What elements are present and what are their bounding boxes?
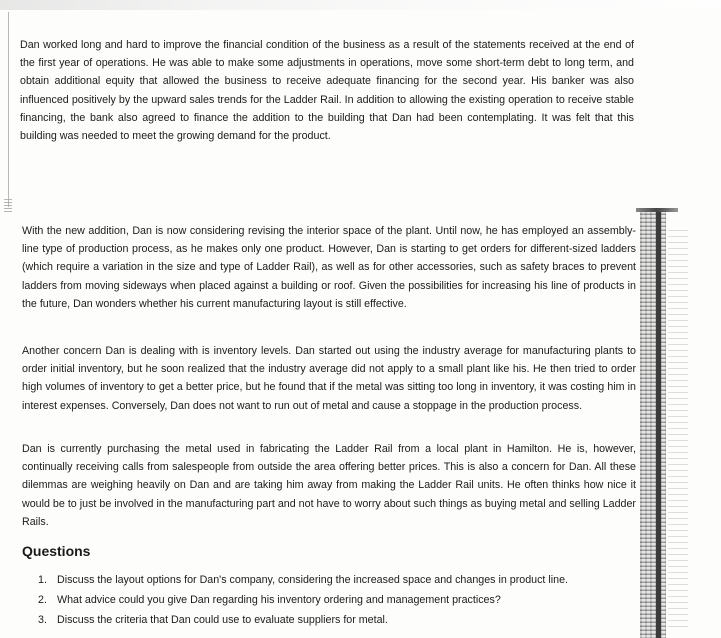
left-margin-rule: [8, 12, 9, 207]
paragraph-inventory-levels: Another concern Dan is dealing with is inventory levels. Dan started out using the industry average for manufacturing plants to order initial inventory, but he soon realized that the industry average did not apply to a small plant like his. He then tried to order high volumes of inventory to get a better price, but he found that if the metal was sitting too long in inventory, it was costing him in interest expenses. Conversely, Dan does not want to run out of metal and cause a stoppage in the production process.: [22, 345, 636, 412]
scan-noise: [668, 230, 688, 630]
question-number: 1.: [38, 574, 47, 586]
question-text: What advice could you give Dan regarding his inventory ordering and management practices?: [57, 594, 501, 606]
book-binding-edge: [640, 210, 666, 638]
paragraph-plant-layout: With the new addition, Dan is now considering revising the interior space of the plant. Until now, he has employed an assembly-line type of production process, as he makes only one product. However, Dan is starting to get orders for different-sized ladders (which require a variation in the size and type of Ladder Rail), as well as for other accessories, such as safety braces to prevent ladders from moving sideways when placed against a building or roof. Given the possibilities for increasing his line of products in the future, Dan wonders whether his current manufacturing layout is still effective.: [22, 225, 636, 310]
book-spine-shadow: [656, 212, 661, 638]
question-text: Discuss the criteria that Dan could use to evaluate suppliers for metal.: [57, 614, 388, 626]
paragraph-metal-suppliers: Dan is currently purchasing the metal used in fabricating the Ladder Rail from a local plant in Hamilton. He is, however, continually receiving calls from salespeople from outside the area offering better prices. This is also a concern for Dan. All these dilemmas are weighing heavily on Dan and are taking him away from making the Ladder Rail units. He often thinks how nice it would be to just be involved in the manufacturing part and not have to worry about such things as buying metal and selling Ladder Rails.: [22, 443, 636, 528]
scan-edge-artifact: [0, 0, 721, 10]
question-item: [38, 590, 638, 610]
scan-mark: [4, 198, 12, 212]
questions-list: [38, 570, 638, 630]
question-number: 2.: [38, 594, 47, 606]
question-item: [38, 610, 638, 630]
paragraph-financial-condition: Dan worked long and hard to improve the financial condition of the business as a result of the statements received at the end of the first year of operations. He was able to make some adjustments in operations, move some short-term debt to long term, and obtain additional equity that allowed the business to receive adequate financing for the second year. His banker was also influenced positively by the upward sales trends for the Ladder Rail. In addition to allowing the existing operation to receive stable financing, the bank also agreed to finance the addition to the building that Dan had been contemplating. It was felt that this building was needed to meet the growing demand for the product.: [20, 39, 634, 143]
question-number: 3.: [38, 614, 47, 626]
questions-heading: Questions: [22, 543, 91, 559]
question-text: Discuss the layout options for Dan's company, considering the increased space and changes in product line.: [57, 574, 568, 586]
question-item: [38, 570, 638, 590]
